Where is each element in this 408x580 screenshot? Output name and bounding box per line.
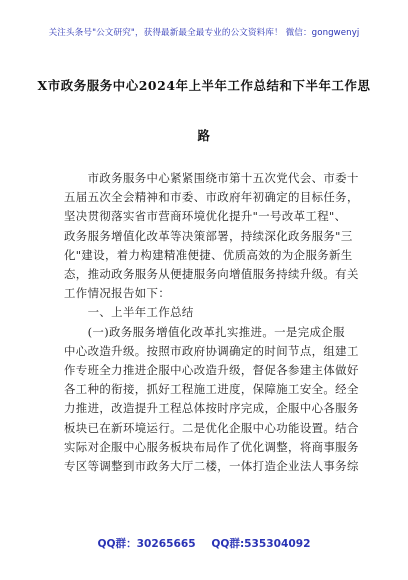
body-line: 态，推动政务服务从便捷服务向增值服务持续升级。有关 xyxy=(64,267,359,282)
document-title-continued: 路 xyxy=(197,128,211,143)
document-body xyxy=(64,169,359,476)
qq-group-2: QQ群:535304092 xyxy=(211,538,311,550)
body-line: 市政务服务中心紧紧围绕市第十五次党代会、市委十 xyxy=(64,171,359,185)
top-banner-watermark: 关注头条号"公文研究"，获得最新最全最专业的公文资料库！ 微信：gongwenyj xyxy=(48,28,360,38)
bottom-footer-watermark xyxy=(0,536,408,551)
body-line: 专区等调整到市政务大厅二楼，一体打造企业法人事务综 xyxy=(64,459,359,474)
qq-group-1: QQ群：30265665 xyxy=(97,538,196,550)
body-line: 板块已在新环境运行。二是优化企服中心功能设置。结合 xyxy=(64,420,359,435)
paragraph-intro xyxy=(64,169,359,303)
body-line: 力推进，改造提升工程总体按时序完成，企服中心各服务 xyxy=(64,401,359,416)
body-line: 政务服务增值化改革等决策部署，持续深化政务服务"三 xyxy=(64,228,353,243)
heading-line: 一、上半年工作总结 xyxy=(64,305,194,320)
section-heading xyxy=(64,303,354,322)
body-line: 作专班全力推进企服中心改造升级，督促各参建主体做好 xyxy=(64,363,359,378)
body-line: (一)政务服务增值化改革扎实推进。一是完成企服 xyxy=(64,324,345,339)
body-line: 化"建设，着力构建精准便捷、优质高效的为企服务新生 xyxy=(64,247,353,262)
document-title: X市政务服务中心2024年上半年工作总结和下半年工作思 xyxy=(37,78,371,93)
body-line: 工作情况报告如下： xyxy=(64,286,171,301)
body-line: 中心改造升级。按照市政府协调确定的时间节点，组建工 xyxy=(64,343,359,358)
paragraph-section-1 xyxy=(64,323,359,477)
body-line: 五届五次全会精神和市委、市政府年初确定的目标任务， xyxy=(64,190,359,205)
body-line: 实际对企服中心服务板块布局作了优化调整，将商事服务 xyxy=(64,439,359,454)
body-line: 各工种的衔接，抓好工程施工进度，保障施工安全。经全 xyxy=(64,382,359,397)
body-line: 坚决贯彻落实省市营商环境优化提升"一号改革工程"、 xyxy=(64,209,347,224)
